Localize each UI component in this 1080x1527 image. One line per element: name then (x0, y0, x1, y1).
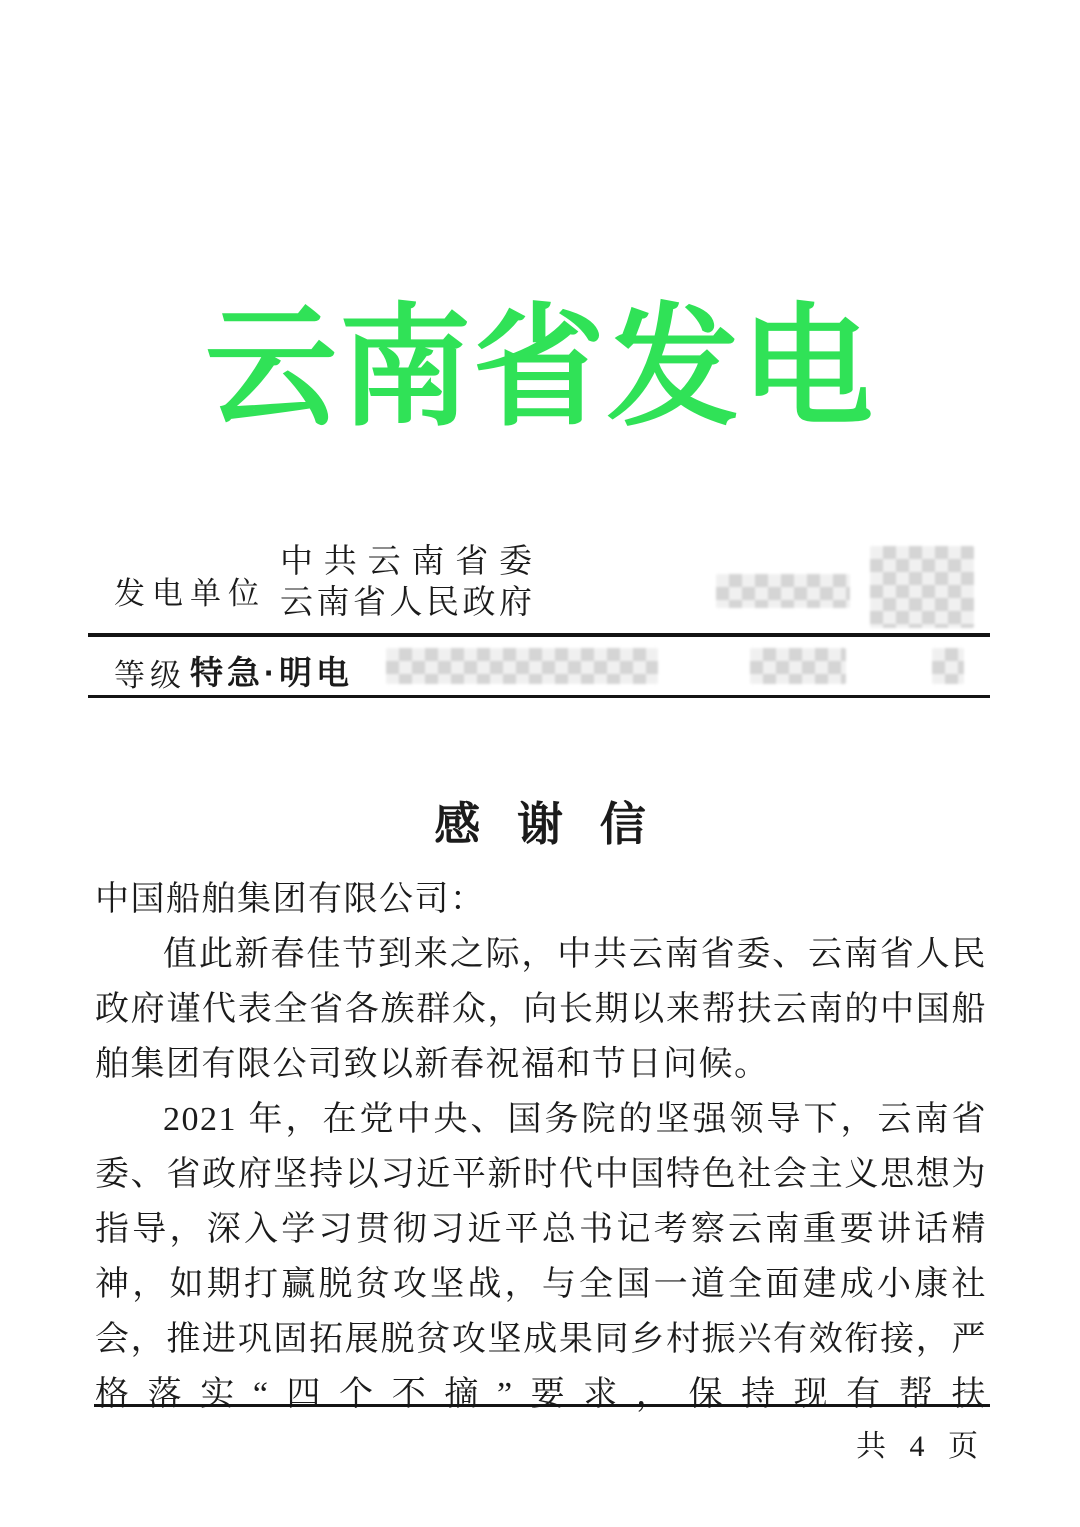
redacted-block (932, 648, 964, 684)
meta-table (88, 540, 990, 698)
letter-title: 感谢信 (434, 799, 683, 850)
salutation: 中国船舶集团有限公司： (95, 881, 486, 918)
paragraph: 2021 年，在党中央、国务院的坚强领导下，云南省委、省政府坚持以习近平新时代中国特色社会主义思想为指导，深入学习贯彻习近平总书记考察云南重要讲话精神，如期打赢脱贫攻坚战，与全国一道全面建成小康社会，推进巩固拓展脱贫攻坚成果同乡村振兴有效衔接，严格落实“四个不摘”要求，保持现有帮扶 (95, 1101, 987, 1413)
redacted-block (386, 648, 658, 684)
issuer-line-2: 云南省人民政府 (280, 585, 532, 621)
redacted-block (750, 648, 846, 684)
issuer-line-1: 中共云南省委 (280, 544, 532, 580)
grade-label: 等级 (114, 658, 186, 693)
letterhead-title: 云南省发电 (205, 295, 875, 442)
redacted-block (716, 574, 850, 608)
redacted-block (870, 546, 974, 628)
paragraph: 值此新春佳节到来之际，中共云南省委、云南省人民政府谨代表全省各族群众，向长期以来帮扶云南的中国船舶集团有限公司致以新春祝福和节日问候。 (95, 936, 987, 1083)
page-count: 共 4 页 (856, 1430, 986, 1463)
issuer-label: 发电单位 (114, 576, 266, 611)
issuer-value (280, 542, 532, 624)
page-footer (94, 1404, 990, 1465)
letter-body (95, 872, 987, 1422)
grade-row (88, 637, 990, 698)
issuer-row (88, 540, 990, 637)
grade-value: 特急·明电 (190, 654, 353, 691)
